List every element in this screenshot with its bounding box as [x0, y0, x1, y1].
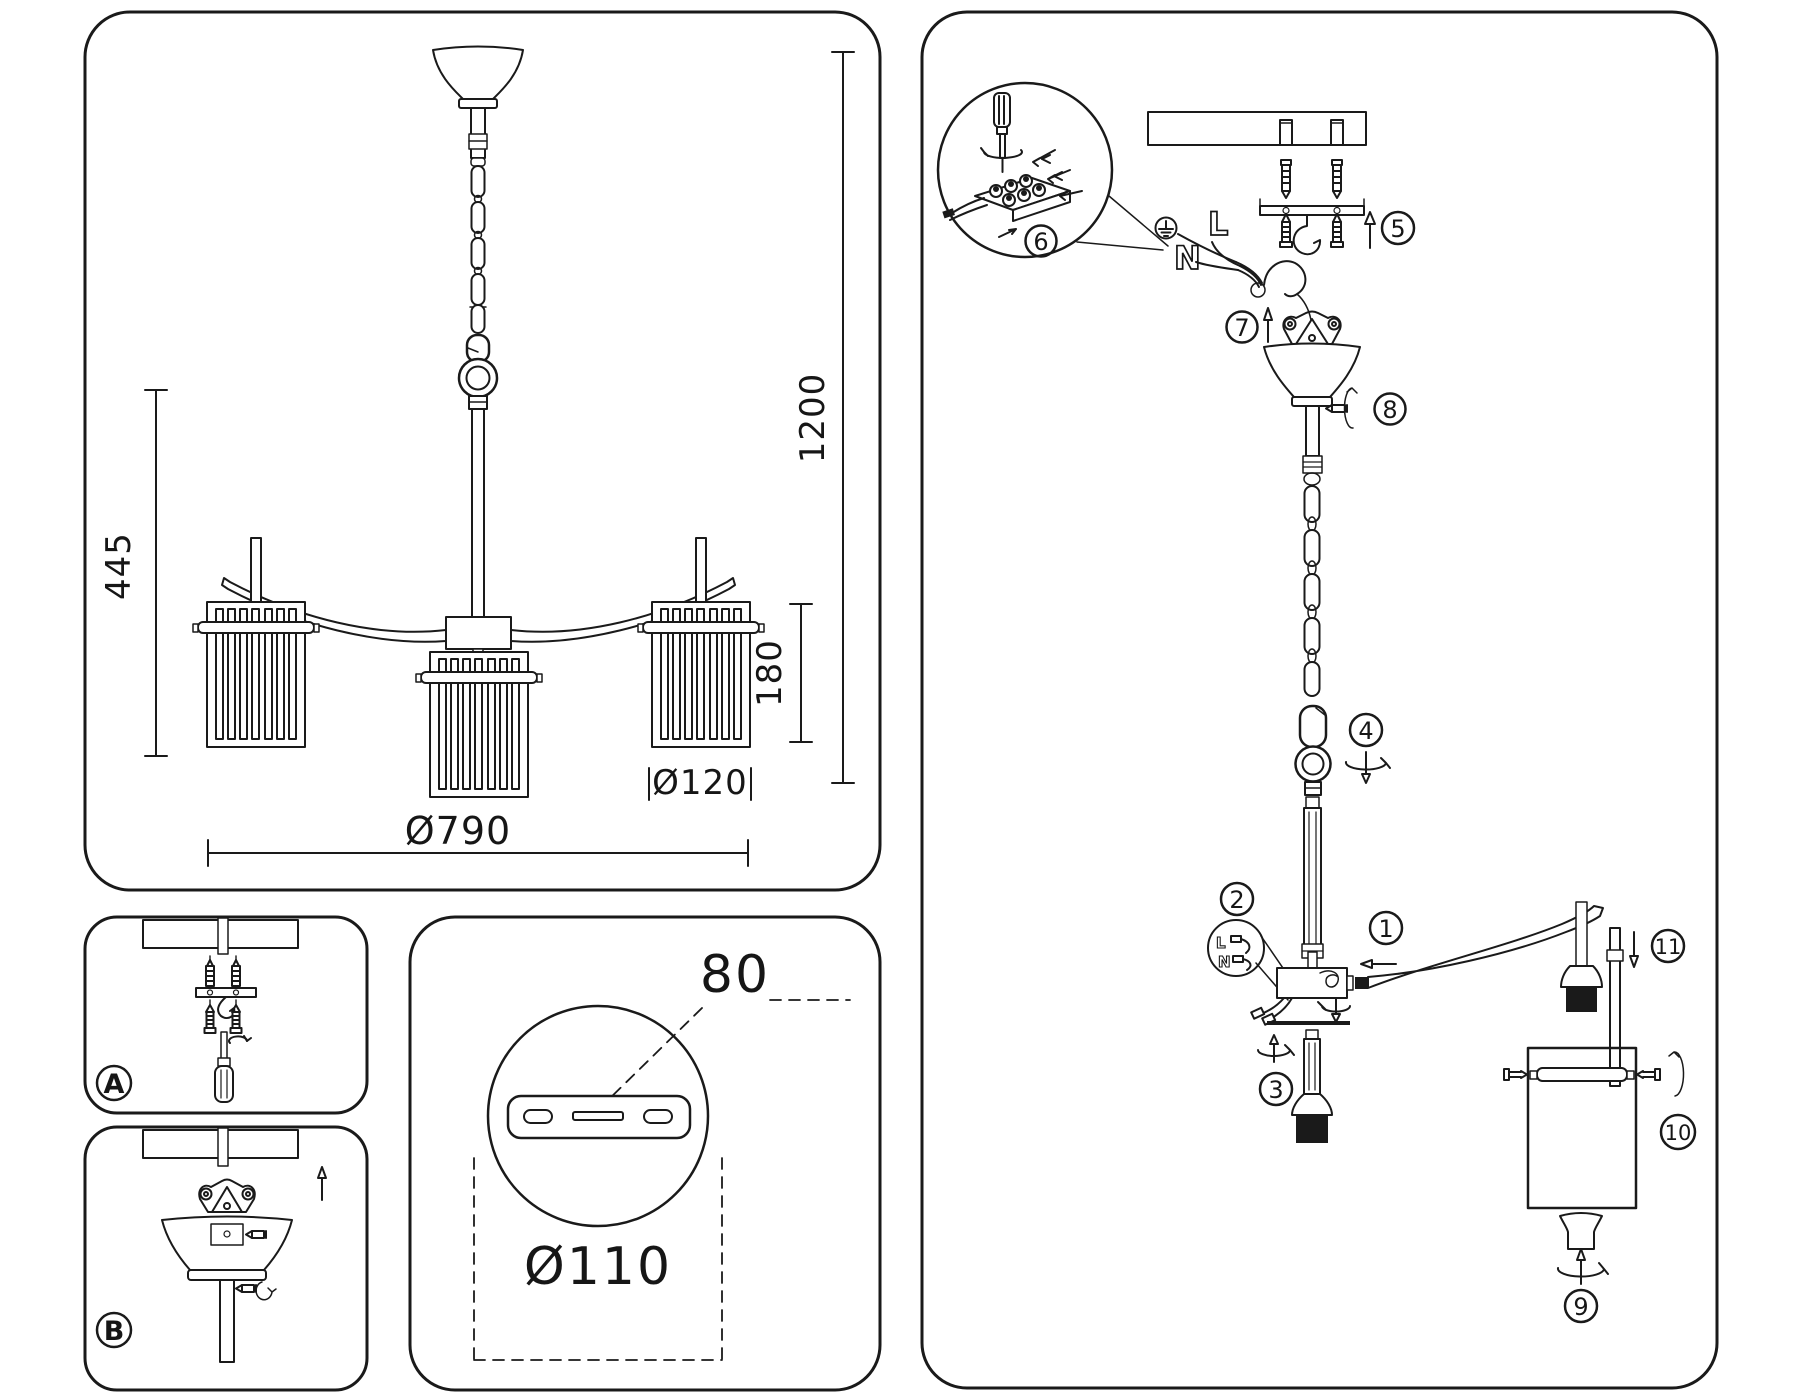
inset-live-label: L	[1216, 934, 1226, 952]
live-wire-label: L	[1208, 205, 1229, 243]
stem-pipe	[1306, 406, 1319, 456]
inset-neutral-label: N	[1218, 953, 1231, 971]
step-7-label: 7	[1234, 314, 1250, 342]
step-5-label: 5	[1390, 215, 1406, 243]
lamp-socket-icon	[1561, 966, 1602, 1012]
step-1-label: 1	[1378, 915, 1394, 943]
step-6-label: 6	[1033, 228, 1049, 256]
dimensional-drawing-panel	[85, 12, 880, 890]
hole-spacing-label: 80	[699, 945, 771, 1005]
dim-fixture-diameter-label: Ø790	[404, 809, 512, 853]
step-4-label: 4	[1358, 717, 1374, 745]
lower-stem	[472, 409, 484, 619]
step-9-label: 9	[1573, 1293, 1589, 1321]
step-10-badge	[1661, 1115, 1695, 1149]
center-shade-icon	[416, 652, 542, 797]
mounting-option-b-panel	[85, 1127, 367, 1390]
dim-shade-height-label: 180	[750, 639, 790, 707]
arm-drop-rod	[1576, 902, 1587, 966]
dim-shade-diameter-label: Ø120	[652, 763, 748, 803]
upper-stem	[471, 108, 485, 158]
step-11-badge	[1652, 930, 1684, 962]
stem-rod-icon	[1302, 797, 1323, 958]
panel-a-label: A	[103, 1069, 125, 1100]
left-shade-rod	[251, 538, 261, 602]
stem-pipe	[220, 1280, 234, 1362]
step-2-label: 2	[1229, 886, 1245, 914]
mounting-plate-icon	[508, 1096, 690, 1138]
assembly-steps-panel	[922, 12, 1717, 1388]
step-10-label: 10	[1664, 1121, 1692, 1145]
right-shade-rod	[696, 538, 706, 602]
right-shade-icon	[638, 602, 764, 747]
mounting-option-a-panel	[85, 917, 367, 1113]
left-shade-icon	[193, 602, 319, 747]
dim-body-height-label: 445	[99, 532, 139, 600]
panel-b-label: B	[103, 1316, 125, 1347]
neutral-wire-label: N	[1174, 239, 1201, 277]
chain-icon	[470, 158, 486, 333]
step-3-label: 3	[1268, 1076, 1284, 1104]
dim-total-height-label: 1200	[793, 372, 833, 464]
step-8-label: 8	[1382, 396, 1398, 424]
bracket-bar-icon	[1260, 206, 1364, 215]
center-hub	[446, 617, 511, 649]
hub-base-line	[1267, 1021, 1350, 1025]
dim-shade-diameter	[649, 763, 751, 803]
bracket-detail-panel	[410, 917, 880, 1390]
step-11-label: 11	[1654, 935, 1682, 959]
canopy-diameter-label: Ø110	[523, 1237, 673, 1297]
